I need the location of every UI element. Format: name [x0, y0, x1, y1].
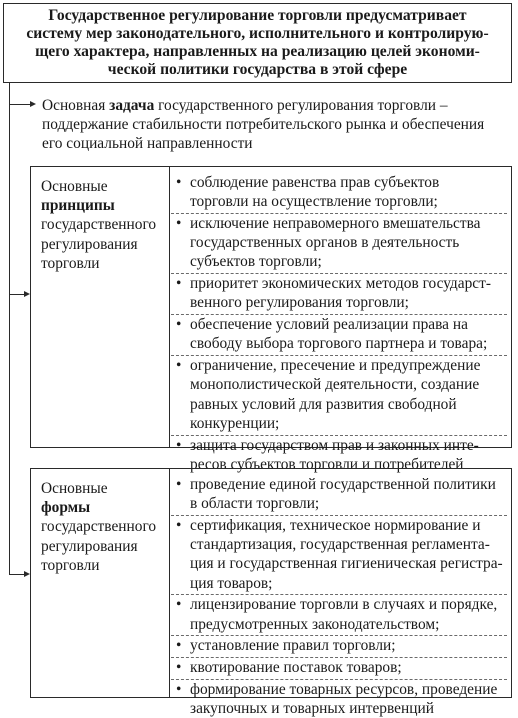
task-rest: государственного регулирования торговли – — [154, 97, 448, 114]
task-arrow-icon — [30, 101, 36, 107]
principles-list-item — [171, 314, 507, 353]
title-box — [3, 3, 512, 83]
forms-list — [171, 475, 507, 718]
list-item-line: субъектов торговли; — [190, 253, 322, 271]
forms-list-item — [171, 515, 507, 593]
label-line: Основные — [41, 178, 108, 195]
title-line: систему мер законодательного, исполнительного и контролирую- — [26, 24, 489, 42]
task-line-1 — [42, 96, 512, 115]
task-keyword: задача — [109, 97, 155, 114]
list-item-line: соблюдение равенства прав субъектов — [190, 174, 440, 191]
bullet-icon: • — [176, 596, 182, 614]
label-line: государственного — [41, 518, 157, 536]
list-item-line: свободу выбора торгового партнера и товара; — [190, 335, 488, 353]
task-connector-line — [9, 104, 31, 105]
list-item-line: установление правил торговли; — [190, 637, 396, 655]
forms-keyword: формы — [41, 499, 91, 517]
list-item-line: обеспечение условий реализации права на — [190, 316, 468, 334]
list-item-line: венного регулирования торговли; — [190, 294, 409, 312]
list-item-line: монополистической деятельности, создание — [190, 376, 480, 394]
list-item-line: ция и государственная гигиеническая регистра- — [190, 555, 503, 573]
label-line: торговли — [41, 254, 100, 272]
principles-list-item — [171, 173, 507, 211]
list-item-line: государственных органов в деятельность — [190, 234, 460, 252]
list-item-line: сертификация, техническое нормирование и — [190, 517, 481, 534]
forms-connector-line — [9, 574, 24, 575]
list-item-line: защита государством прав и законных инте- — [190, 436, 479, 454]
principles-list — [171, 173, 507, 474]
forms-list-item — [171, 594, 507, 633]
bullet-icon: • — [176, 659, 182, 677]
label-line: регулирования — [41, 537, 138, 555]
bullet-icon: • — [176, 215, 182, 232]
list-item-line: конкуренции; — [190, 414, 280, 432]
title-line: Государственное регулирование торговли предусматривает — [48, 6, 467, 24]
list-item-line: стандартизация, государственная регламента- — [190, 536, 490, 554]
list-item-line: проведение единой государственной политики — [190, 476, 496, 493]
label-line: регулирования — [41, 235, 138, 253]
principles-list-item — [171, 355, 507, 433]
list-item-line: предусмотренных законодательством; — [190, 615, 440, 633]
list-item-line: торговли на осуществление торговли; — [190, 193, 438, 211]
bullet-icon: • — [176, 476, 182, 493]
list-item-line: исключение неправомерного вмешательства — [190, 215, 481, 232]
principles-connector-line — [9, 294, 24, 295]
principles-keyword: принципы — [41, 197, 115, 215]
list-item-line: квотирование поставок товаров; — [190, 659, 402, 677]
task-line-3: его социальной направленности — [42, 135, 253, 152]
bullet-icon: • — [176, 275, 182, 293]
list-item-line: приоритет экономических методов государст- — [190, 275, 491, 293]
list-item-line: формирование товарных ресурсов, проведение — [190, 681, 498, 698]
list-item-line: закупочных и товарных интервенций — [190, 700, 434, 718]
title-text — [16, 7, 498, 80]
forms-divider — [169, 469, 170, 697]
principles-divider — [169, 167, 170, 447]
main-task-text — [42, 96, 512, 153]
label-line: торговли — [41, 556, 100, 574]
list-item-line: ция товаров; — [190, 574, 273, 592]
bullet-icon: • — [176, 436, 182, 454]
principles-list-item — [171, 213, 507, 272]
title-line: ческой политики государства в этой сфере — [107, 61, 408, 79]
principles-label — [41, 177, 169, 273]
list-item-line: ограничение, пресечение и предупреждение — [190, 357, 481, 375]
forms-label — [41, 479, 169, 575]
forms-list-item — [171, 475, 507, 513]
task-line-2: поддержание стабильности потребительского рынка и обеспечения — [42, 116, 485, 133]
forms-list-item — [171, 657, 507, 677]
list-item-line: ресов субъектов торговли и потребителей — [190, 455, 464, 473]
label-line: Основные — [41, 480, 108, 497]
bullet-icon: • — [176, 316, 182, 334]
forms-list-item — [171, 679, 507, 718]
main-connector-line — [9, 83, 10, 574]
list-item-line: в области торговли; — [190, 495, 320, 513]
principles-block — [30, 166, 512, 473]
list-item-line: лицензирование торговли в случаях и порядке, — [190, 596, 498, 614]
principles-list-item — [171, 273, 507, 312]
bullet-icon: • — [176, 681, 182, 698]
forms-list-item — [171, 635, 507, 655]
list-item-line: равных условий для развития свободной — [190, 395, 457, 413]
forms-block — [30, 468, 512, 718]
bullet-icon: • — [176, 517, 182, 534]
task-prefix: Основная — [42, 97, 110, 114]
bullet-icon: • — [176, 174, 182, 191]
title-line: щего характера, направленных на реализацию целей экономи- — [35, 43, 480, 60]
bullet-icon: • — [176, 357, 182, 375]
label-line: государственного — [41, 216, 157, 234]
bullet-icon: • — [176, 637, 182, 655]
